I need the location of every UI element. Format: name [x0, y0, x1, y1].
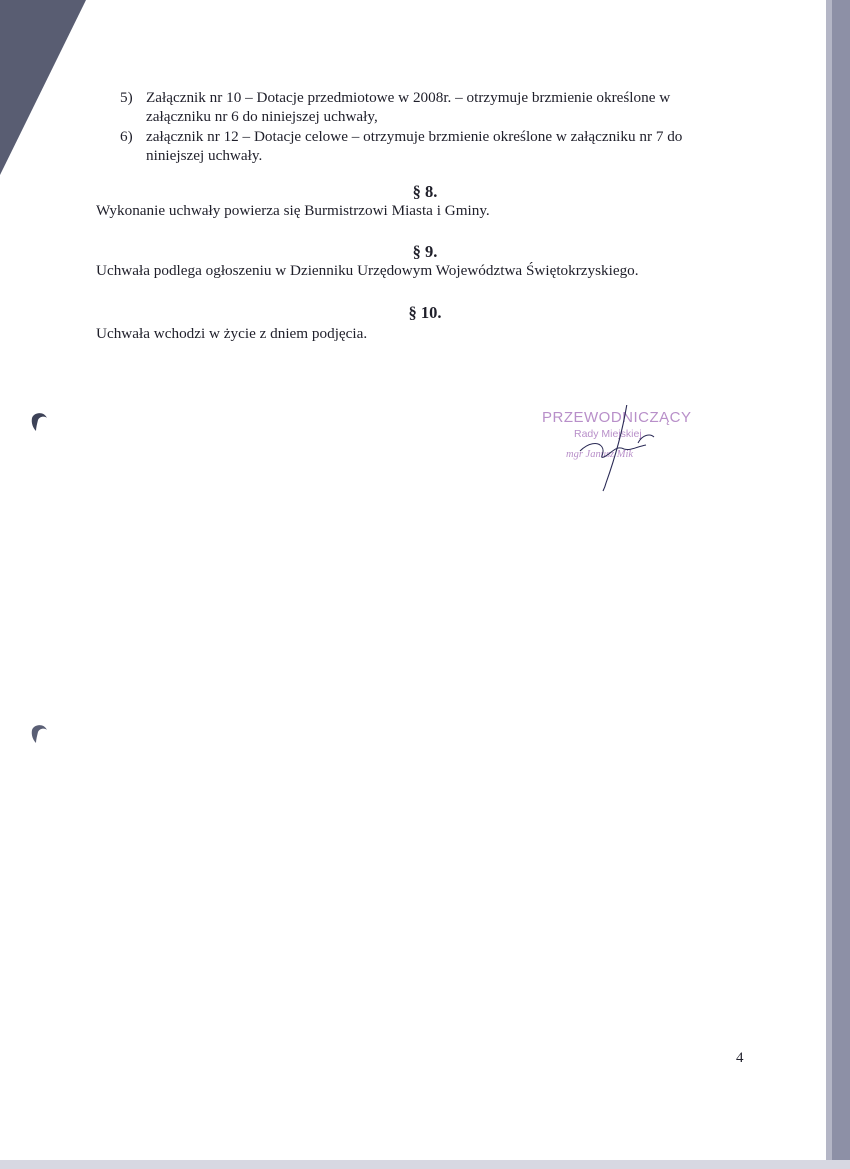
list-item: [120, 127, 730, 165]
list-item-text: załączniku nr 6 do niniejszej uchwały,: [146, 108, 378, 125]
punch-hole-icon: [30, 410, 50, 432]
signature-icon: [520, 405, 720, 495]
punch-hole-icon: [30, 722, 50, 744]
scan-corner-shadow: [0, 0, 86, 175]
list-item-text: Załącznik nr 10 – Dotacje przedmiotowe w 2008r. – otrzymuje brzmienie określone w: [146, 89, 671, 106]
section-heading-8: § 8.: [412, 182, 438, 201]
stamp-name: mgr Janusz Mik: [566, 449, 634, 460]
list-item-number: 5): [120, 89, 133, 106]
stamp-council: Rady Miejskiej: [574, 428, 642, 440]
chairman-stamp: [520, 405, 720, 495]
list-item-number: 6): [120, 128, 133, 145]
amendment-list: [120, 88, 730, 166]
stamp-title: PRZEWODNICZĄCY: [542, 409, 692, 426]
page-number: 4: [736, 1050, 744, 1066]
list-item-text: załącznik nr 12 – Dotacje celowe – otrzymuje brzmienie określone w załączniku nr 7 do: [146, 128, 683, 145]
section-text-9: Uchwała podlega ogłoszeniu w Dzienniku Urzędowym Województwa Świętokrzyskiego.: [96, 262, 639, 279]
list-item-text: niniejszej uchwały.: [146, 147, 263, 164]
section-text-8: Wykonanie uchwały powierza się Burmistrzowi Miasta i Gminy.: [96, 202, 490, 219]
section-heading-9: § 9.: [412, 242, 438, 261]
section-heading-10: § 10.: [408, 303, 442, 322]
section-text-10: Uchwała wchodzi w życie z dniem podjęcia.: [96, 325, 368, 342]
list-item: [120, 88, 730, 126]
